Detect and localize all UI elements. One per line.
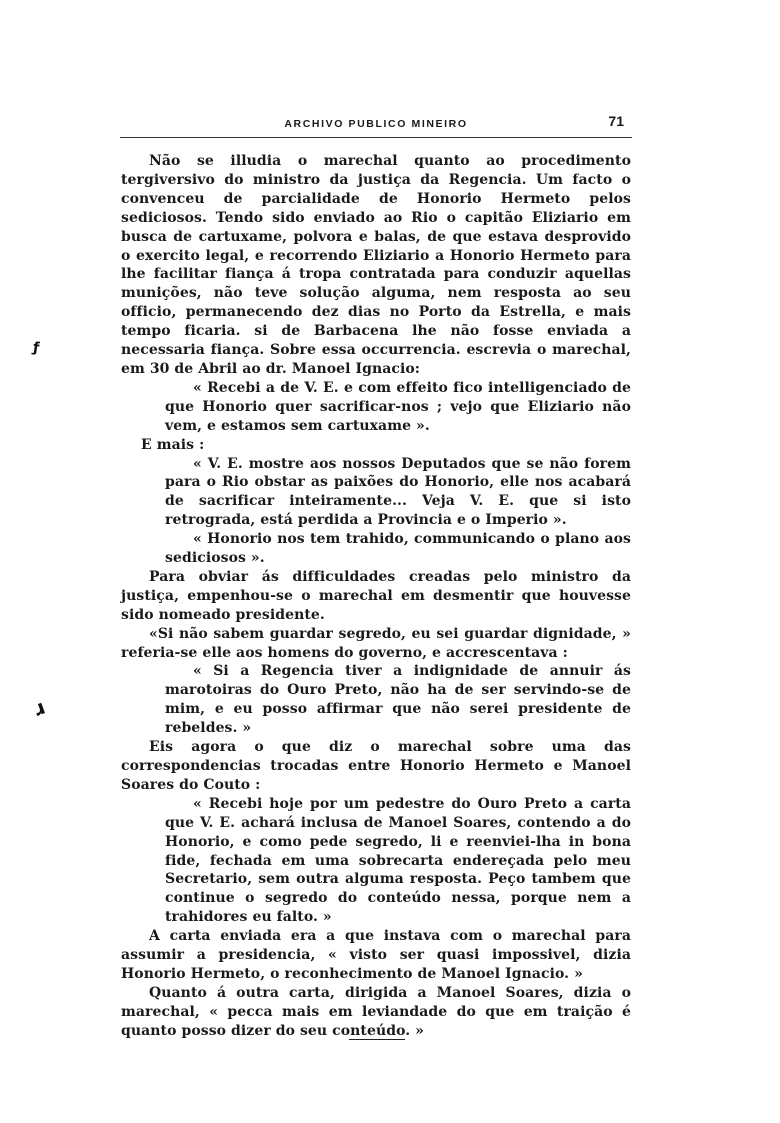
running-title: ARCHIVO PUBLICO MINEIRO — [284, 118, 468, 130]
quotation: « Si a Regencia tiver a indignidade de annuir ás marotoiras do Ouro Preto, não ha de ser servindo-se de mim, e eu posso affirmar que não serei presidente de rebeldes. » — [165, 663, 631, 737]
paragraph: Eis agora o que diz o marechal sobre uma das correspondencias trocadas entre Honorio Hermeto e Manoel Soares do Couto : — [121, 739, 631, 793]
paragraph: A carta enviada era a que instava com o marechal para assumir a presidencia, « visto ser quasi impossivel, dizia Honorio Hermeto, o reconhecimento de Manoel Ignacio. » — [121, 928, 631, 982]
paragraph: Para obviar ás difficuldades creadas pelo ministro da justiça, empenhou-se o marechal em desmentir que houvesse sido nomeado presidente. — [121, 568, 631, 623]
margin-mark: ɹ — [29, 694, 48, 722]
header-rule — [120, 137, 632, 138]
page-number: 71 — [608, 113, 624, 129]
paragraph: «Si não sabem guardar segredo, eu sei guardar dignidade, » referia-se elle aos homens do governo, e accrescentava : — [121, 625, 631, 661]
end-rule — [349, 1039, 405, 1040]
paragraph: E mais : — [141, 436, 205, 453]
quotation: « Honorio nos tem trahido, communicando o plano aos sediciosos ». — [165, 531, 631, 567]
margin-mark: ƒ — [31, 339, 41, 357]
page-header — [120, 113, 632, 135]
quotation: « V. E. mostre aos nossos Deputados que se não forem para o Rio obstar as paixões do Honorio, elle nos acabará de sacrificar inteiramente... Veja V. E. que si isto retrograda, está perdida a Provincia e o Imperio ». — [165, 455, 631, 529]
paragraph: Quanto á outra carta, dirigida a Manoel Soares, dizia o marechal, « pecca mais em leviandade do que em traição é quanto posso dizer do seu conteúdo. » — [121, 984, 631, 1039]
quotation: « Recebi hoje por um pedestre do Ouro Preto a carta que V. E. achará inclusa de Manoel Soares, contendo a do Honorio, e como pede segredo, li e reenviei-lha in bona fide, fechada em uma sobrecarta endereçada pelo meu Secretario, sem outra alguma resposta. Peço tambem que continue o segredo do conteúdo nessa, porque nem a trahidores eu falto. » — [165, 795, 631, 926]
paragraph: Não se illudia o marechal quanto ao procedimento tergiversivo do ministro da justiça da Regencia. Um facto o convenceu de parcialidade de Honorio Hermeto pelos sediciosos. Tendo sido enviado ao Rio o capitão Eliziario em busca de cartuxame, polvora e balas, de que estava desprovido o exercito legal, e recorrendo Eliziario a Honorio Hermeto para lhe facilitar fiança á tropa contratada para conduzir aquellas munições, não teve solução alguma, nem resposta ao seu officio, permanecendo dez dias no Porto da Estrella, e mais tempo ficaria. si de Barbacena lhe não fosse enviada a necessaria fiança. Sobre essa occurrencia. escrevia o marechal, em 30 de Abril ao dr. Manoel Ignacio: — [121, 153, 631, 377]
body-text — [121, 152, 631, 1041]
quotation: « Recebi a de V. E. e com effeito fico intelligenciado de que Honorio quer sacrificar-nos ; vejo que Eliziario não vem, e estamos sem cartuxame ». — [165, 379, 631, 434]
